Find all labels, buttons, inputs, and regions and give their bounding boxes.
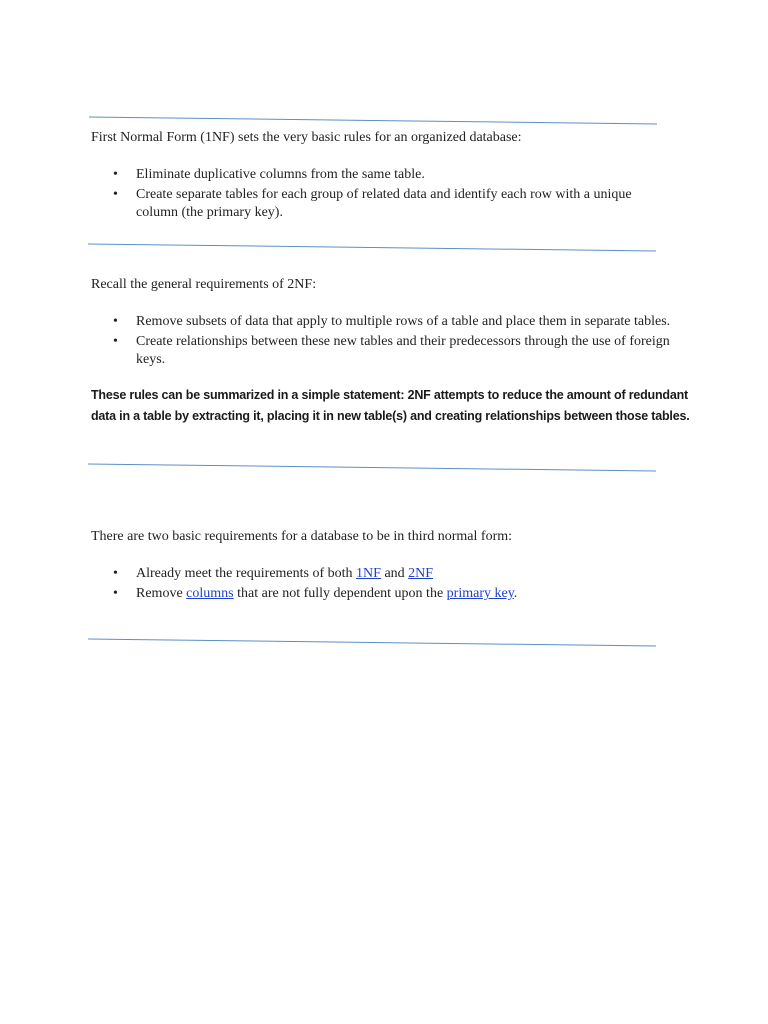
bullet-icon: • — [113, 167, 118, 182]
summary-2nf: These rules can be summarized in a simple statement: 2NF attempts to reduce the amount of redundant data in a table by extracting it, placing it in new table(s) and creating relationships between those tables. — [91, 388, 690, 423]
divider-line — [88, 638, 658, 646]
divider-line — [89, 116, 659, 124]
link-primary-key[interactable]: primary key — [446, 586, 514, 601]
bullet-icon: • — [113, 566, 118, 581]
section-2nf — [91, 276, 691, 427]
list-item: • Remove columns that are not fully dependent upon the primary key. — [113, 586, 518, 601]
intro-3nf: There are two basic requirements for a database to be in third normal form: — [91, 529, 513, 544]
divider-line — [88, 243, 658, 251]
list-3nf — [91, 565, 691, 603]
list-1nf — [91, 166, 691, 222]
list-item: • Already meet the requirements of both 1NF and 2NF — [113, 566, 434, 581]
link-2nf[interactable]: 2NF — [408, 566, 434, 581]
bullet-icon: • — [113, 187, 118, 202]
list-item: • Eliminate duplicative columns from the same table. — [113, 167, 425, 182]
list-item: • Remove subsets of data that apply to multiple rows of a table and place them in separate tables. — [113, 314, 671, 329]
bullet-icon: • — [113, 334, 118, 349]
intro-2nf: Recall the general requirements of 2NF: — [91, 277, 317, 292]
list-item: • Create separate tables for each group of related data and identify each row with a unique column (the primary key). — [113, 187, 632, 220]
section-1nf — [91, 129, 691, 222]
bullet-icon: • — [113, 314, 118, 329]
divider-line — [88, 463, 658, 471]
intro-1nf: First Normal Form (1NF) sets the very basic rules for an organized database: — [91, 130, 522, 145]
link-columns[interactable]: columns — [186, 586, 234, 601]
bullet-icon: • — [113, 586, 118, 601]
section-3nf — [91, 528, 691, 603]
list-item: • Create relationships between these new tables and their predecessors through the use of foreign keys. — [113, 334, 670, 367]
list-2nf — [91, 313, 691, 369]
link-1nf[interactable]: 1NF — [356, 566, 381, 581]
